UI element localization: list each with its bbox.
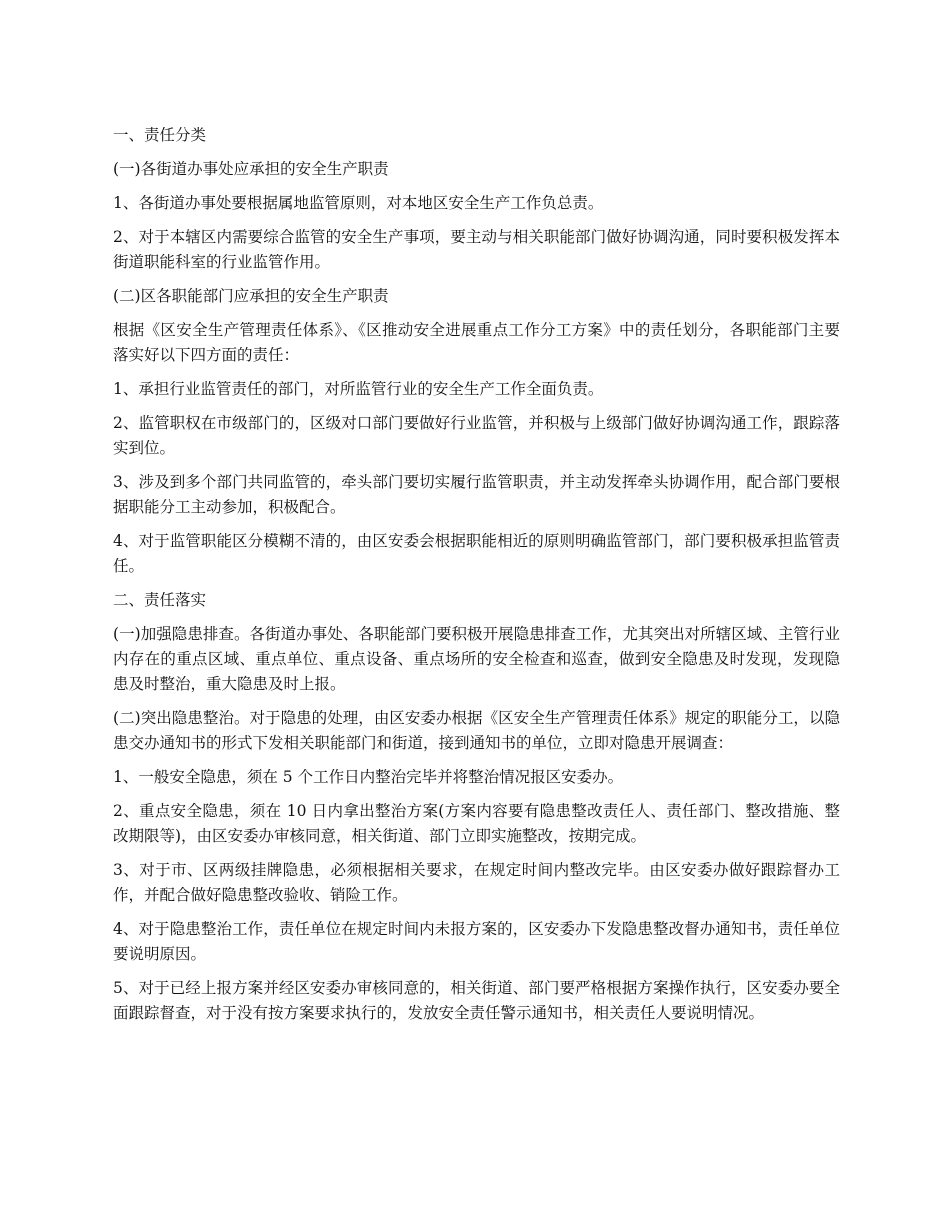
- paragraph: 根据《区安全生产管理责任体系》、《区推动安全进展重点工作分工方案》中的责任划分，各职能部门主要落实好以下四方面的责任：: [113, 321, 840, 364]
- paragraph: 1、承担行业监管责任的部门，对所监管行业的安全生产工作全面负责。: [113, 380, 604, 398]
- paragraph: 4、对于隐患整治工作，责任单位在规定时间内未报方案的，区安委办下发隐患整改督办通知书，责任单位要说明原因。: [113, 920, 840, 963]
- paragraph: 2、重点安全隐患，须在 10 日内拿出整治方案(方案内容要有隐患整改责任人、责任部门、整改措施、整改期限等)，由区安委办审核同意，相关街道、部门立即实施整改，按期完成。: [113, 802, 840, 845]
- paragraph: 2、监管职权在市级部门的，区级对口部门要做好行业监管，并积极与上级部门做好协调沟通工作，跟踪落实到位。: [113, 414, 840, 457]
- paragraph: 1、各街道办事处要根据属地监管原则，对本地区安全生产工作负总责。: [113, 194, 604, 212]
- paragraph: 5、对于已经上报方案并经区安委办审核同意的，相关街道、部门要严格根据方案操作执行，区安委办要全面跟踪督查，对于没有按方案要求执行的，发放安全责任警示通知书，相关责任人要说明情况。: [113, 979, 840, 1022]
- paragraph: 1、一般安全隐患，须在 5 个工作日内整治完毕并将整治情况报区安委办。: [113, 768, 624, 786]
- paragraph: (二)突出隐患整治。对于隐患的处理，由区安委办根据《区安全生产管理责任体系》规定的职能分工，以隐患交办通知书的形式下发相关职能部门和街道，接到通知书的单位，立即对隐患开展调查：: [113, 709, 840, 752]
- paragraph: 3、对于市、区两级挂牌隐患，必须根据相关要求，在规定时间内整改完毕。由区安委办做好跟踪督办工作，并配合做好隐患整改验收、销险工作。: [113, 861, 840, 904]
- paragraph: (一)加强隐患排查。各街道办事处、各职能部门要积极开展隐患排查工作，尤其突出对所辖区域、主管行业内存在的重点区域、重点单位、重点设备、重点场所的安全检查和巡查，做到安全隐患及时发现，发现隐患及时整治，重大隐患及时上报。: [113, 625, 840, 693]
- subsection-heading-street-offices: (一)各街道办事处应承担的安全生产职责: [113, 160, 389, 178]
- paragraph: 3、涉及到多个部门共同监管的，牵头部门要切实履行监管职责，并主动发挥牵头协调作用，配合部门要根据职能分工主动参加，积极配合。: [113, 473, 840, 516]
- paragraph: 4、对于监管职能区分模糊不清的，由区安委会根据职能相近的原则明确监管部门，部门要积极承担监管责任。: [113, 532, 840, 575]
- section-heading-responsibility-implementation: 二、责任落实: [113, 591, 207, 609]
- subsection-heading-functional-departments: (二)区各职能部门应承担的安全生产职责: [113, 287, 389, 305]
- paragraph: 2、对于本辖区内需要综合监管的安全生产事项，要主动与相关职能部门做好协调沟通，同时要积极发挥本街道职能科室的行业监管作用。: [113, 228, 840, 271]
- section-heading-responsibility-classification: 一、责任分类: [113, 126, 207, 144]
